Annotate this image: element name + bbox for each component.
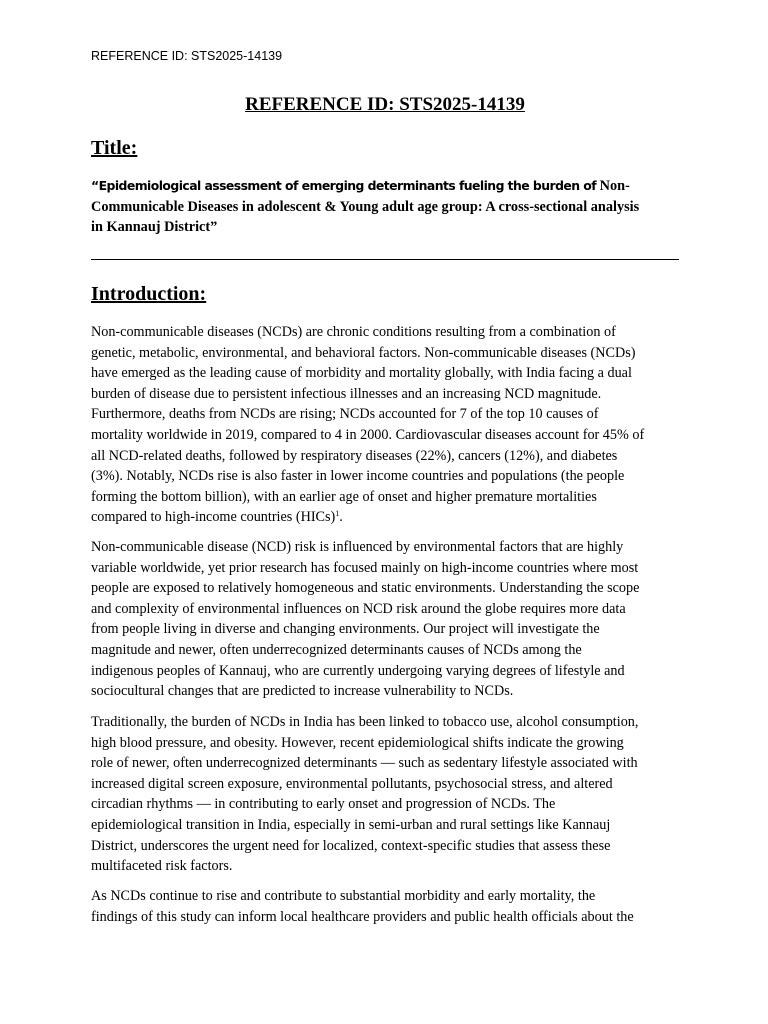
paragraph-line: Non-communicable disease (NCD) risk is influenced by environmental factors that are highly bbox=[91, 539, 624, 555]
paragraph-line: District, underscores the urgent need for localized, context-specific studies that assess these bbox=[91, 837, 611, 854]
paragraph-line: forming the bottom billion), with an earlier age of onset and higher premature mortalities bbox=[91, 488, 597, 505]
paragraph-line: and complexity of environmental influences on NCD risk around the globe requires more data bbox=[91, 600, 626, 617]
paragraph-line: burden of disease due to persistent infectious illnesses and an increasing NCD magnitude. bbox=[91, 385, 602, 402]
paragraph-line: people are exposed to relatively homogeneous and static environments. Understanding the scope bbox=[91, 580, 640, 597]
paragraph-line: indigenous peoples of Kannauj, who are currently undergoing varying degrees of lifestyle and bbox=[91, 662, 625, 679]
paragraph-line: multifaceted risk factors. bbox=[91, 858, 233, 875]
paragraph-1 bbox=[91, 322, 679, 528]
page-header-reference-id: REFERENCE ID: STS2025-14139 bbox=[91, 49, 283, 63]
reference-id-heading: REFERENCE ID: STS2025-14139 bbox=[245, 94, 525, 115]
paragraph-line: genetic, metabolic, environmental, and behavioral factors. Non-communicable diseases (NCDs) bbox=[91, 344, 636, 361]
paragraph-line: from people living in diverse and changing environments. Our project will investigate the bbox=[91, 621, 600, 638]
title-label: Title: bbox=[91, 137, 138, 159]
paragraph-line: role of newer, often underrecognized determinants — such as sedentary lifestyle associated with bbox=[91, 755, 638, 772]
title-line-1-sans: “Epidemiological assessment of emerging determinants fueling the burden of bbox=[91, 178, 597, 193]
title-line-2: Communicable Diseases in adolescent & Young adult age group: A cross-sectional analysis bbox=[91, 198, 640, 215]
paragraph-3 bbox=[91, 712, 679, 877]
paragraph-line: all NCD-related deaths, followed by respiratory diseases (22%), cancers (12%), and diabetes bbox=[91, 447, 618, 464]
paragraph-line: variable worldwide, yet prior research has focused mainly on high-income countries where most bbox=[91, 559, 639, 576]
paragraph-line: mortality worldwide in 2019, compared to 4 in 2000. Cardiovascular diseases account for 45% of bbox=[91, 426, 645, 443]
introduction-heading: Introduction: bbox=[91, 283, 207, 305]
title-line-1-serif: Non- bbox=[596, 178, 630, 194]
paragraph-line: high blood pressure, and obesity. However, recent epidemiological shifts indicate the growing bbox=[91, 734, 624, 751]
paragraph-line: (3%). Notably, NCDs rise is also faster in lower income countries and populations (the people bbox=[91, 468, 625, 485]
title-line-1 bbox=[91, 176, 679, 197]
paragraph-line: circadian rhythms — in contributing to early onset and progression of NCDs. The bbox=[91, 796, 556, 813]
title-line-3: in Kannauj District” bbox=[91, 219, 218, 236]
paragraph-4 bbox=[91, 886, 679, 927]
paragraph-last-line bbox=[91, 507, 679, 528]
paragraph-line: have emerged as the leading cause of morbidity and mortality globally, with India facing a dual bbox=[91, 365, 632, 382]
paragraph-line: epidemiological transition in India, especially in semi-urban and rural settings like Kannauj bbox=[91, 816, 611, 833]
paragraph-line-text: compared to high-income countries (HICs) bbox=[91, 509, 336, 526]
paragraph-line: As NCDs continue to rise and contribute to substantial morbidity and early mortality, the bbox=[91, 888, 596, 904]
paragraph-line: Non-communicable diseases (NCDs) are chronic conditions resulting from a combination of bbox=[91, 324, 616, 340]
paragraph-2 bbox=[91, 537, 679, 702]
paragraph-line-end: . bbox=[339, 509, 343, 526]
document-title bbox=[91, 176, 679, 238]
paragraph-line: increased digital screen exposure, environmental pollutants, psychosocial stress, and altered bbox=[91, 775, 613, 792]
horizontal-divider bbox=[91, 259, 679, 260]
paragraph-line: Traditionally, the burden of NCDs in India has been linked to tobacco use, alcohol consumption, bbox=[91, 714, 639, 730]
citation-superscript: 1 bbox=[335, 509, 340, 519]
paragraph-line: findings of this study can inform local healthcare providers and public health officials about the bbox=[91, 908, 634, 925]
paragraph-line: magnitude and newer, often underrecognized determinants causes of NCDs among the bbox=[91, 641, 582, 658]
paragraph-line: sociocultural changes that are predicted to increase vulnerability to NCDs. bbox=[91, 683, 514, 700]
paragraph-line: Furthermore, deaths from NCDs are rising; NCDs accounted for 7 of the top 10 causes of bbox=[91, 406, 599, 423]
